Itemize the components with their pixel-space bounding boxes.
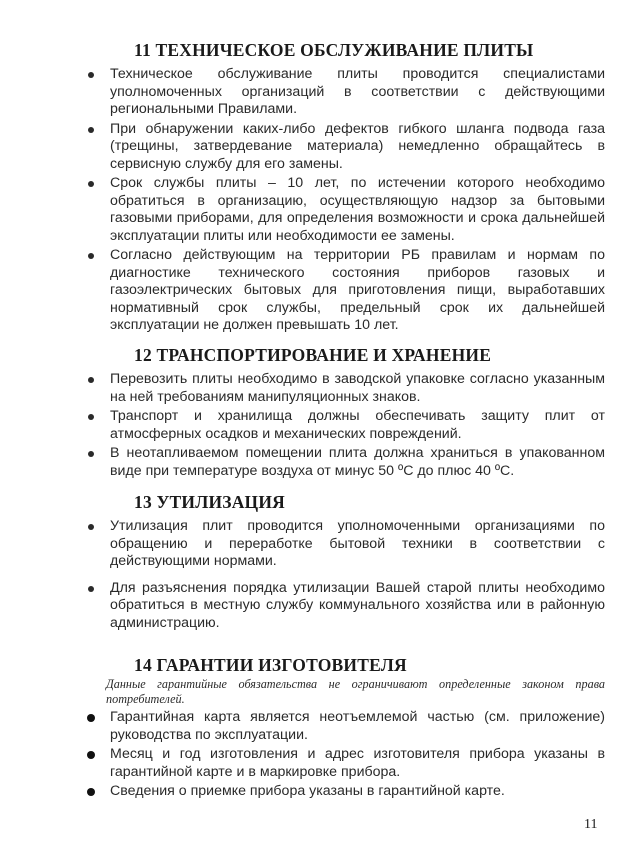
section-disposal xyxy=(86,490,605,641)
list-item xyxy=(86,247,605,335)
list-item xyxy=(86,121,605,174)
list-item-text: Утилизация плит проводится уполномоченными организациями по обращению и переработке бытовой техники в соответствии с действующими нормами. xyxy=(110,518,605,569)
list-item xyxy=(86,175,605,245)
section-technical-maintenance xyxy=(86,38,605,337)
list-item-text: При обнаружении каких-либо дефектов гибкого шланга подвода газа (трещины, затвердевание материала) немедленно обращайтесь в сервисную службу для его замены. xyxy=(110,120,605,172)
list-item-text: Для разъяснения порядка утилизации Вашей старой плиты необходимо обратиться в местную службу коммунального хозяйства или в районную администрацию. xyxy=(110,579,605,631)
list-item xyxy=(86,445,605,480)
section-transport-storage xyxy=(86,343,605,482)
list-item xyxy=(86,783,605,801)
bullet-icon xyxy=(88,524,94,530)
list-item-text: Перевозить плиты необходимо в заводской упаковке согласно указанным на ней требованиям манипуляционных знаков. xyxy=(110,371,605,405)
section-heading: 13 УТИЛИЗАЦИЯ xyxy=(134,492,285,512)
list-item-text: Техническое обслуживание плиты проводится специалистами уполномоченных организаций в соответствии с действующими региональными Правилами. xyxy=(110,66,605,117)
bullet-icon xyxy=(88,586,94,592)
bullet-icon xyxy=(87,751,95,759)
list-item xyxy=(86,408,605,443)
bullet-list xyxy=(86,518,605,632)
list-item xyxy=(86,709,605,744)
list-item-text: Месяц и год изготовления и адрес изготовителя прибора указаны в гарантийной карте и в маркировке прибора. xyxy=(110,746,605,780)
bullet-icon xyxy=(88,377,94,383)
bullet-icon xyxy=(88,72,94,78)
list-item-text: Транспорт и хранилища должны обеспечивать защиту плит от атмосферных осадков и механических повреждений. xyxy=(110,408,605,442)
list-item xyxy=(86,371,605,406)
list-item-text: Гарантийная карта является неотъемлемой частью (см. приложение) руководства по эксплуатации. xyxy=(110,709,605,743)
bullet-icon xyxy=(88,451,94,457)
list-item xyxy=(86,66,605,119)
bullet-list xyxy=(86,371,605,480)
list-item xyxy=(86,518,605,571)
bullet-list xyxy=(86,66,605,335)
bullet-list xyxy=(86,709,605,801)
bullet-icon xyxy=(88,127,94,133)
bullet-icon xyxy=(88,253,94,259)
bullet-icon xyxy=(88,181,94,187)
section-heading: 11 ТЕХНИЧЕСКОЕ ОБСЛУЖИВАНИЕ ПЛИТЫ xyxy=(134,40,534,60)
list-item-text: Согласно действующим на территории РБ правилам и нормам по диагностике технического состояния приборов газовых и газоэлектрических бытовых для приготовления пищи, выработавших нормативный срок службы, предельный срок их дальнейшей эксплуатации не должен превышать 10 лет. xyxy=(110,247,605,333)
list-item-text: В неотапливаемом помещении плита должна храниться в упакованном виде при температуре воздуха от минус 50 ºС до плюс 40 ºС. xyxy=(110,445,605,479)
page-number: 11 xyxy=(584,817,598,832)
list-item xyxy=(86,746,605,781)
list-item xyxy=(86,580,605,633)
bullet-icon xyxy=(87,714,95,722)
bullet-icon xyxy=(87,788,95,796)
warranty-note: Данные гарантийные обязательства не ограничивают определенные законом права потребителей. xyxy=(106,677,605,706)
bullet-icon xyxy=(88,414,94,420)
section-heading: 12 ТРАНСПОРТИРОВАНИЕ И ХРАНЕНИЕ xyxy=(134,345,492,365)
list-item-text: Сведения о приемке прибора указаны в гарантийной карте. xyxy=(110,783,505,799)
section-heading: 14 ГАРАНТИИ ИЗГОТОВИТЕЛЯ xyxy=(134,655,407,675)
list-item-text: Срок службы плиты – 10 лет, по истечении которого необходимо обратиться в организацию, осуществляющую надзор за бытовыми газовыми приборами, для определения возможности и срока дальнейшей эксплуатации плиты или необходимости ее замены. xyxy=(110,175,605,244)
section-manufacturer-warranty xyxy=(86,653,605,803)
